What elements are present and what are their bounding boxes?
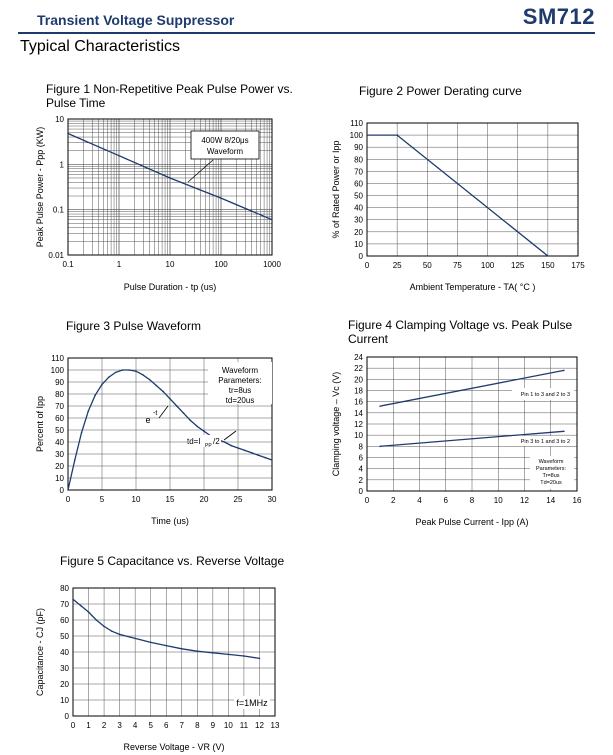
fig3-x-tick: 20 xyxy=(199,495,209,504)
fig5-data-point xyxy=(181,648,183,650)
fig3-annotation-text: Parameters: xyxy=(218,376,262,385)
fig1-data-point xyxy=(169,177,171,179)
fig4-x-label: Peak Pulse Current - Ipp (A) xyxy=(415,517,529,527)
fig5-x-tick: 11 xyxy=(239,721,249,730)
fig5-data-point xyxy=(165,645,167,647)
fig5-x-tick: 7 xyxy=(179,721,184,730)
fig5-data-point xyxy=(88,611,90,613)
fig5-data-point xyxy=(119,634,121,636)
fig5-data-point xyxy=(212,652,214,654)
fig4-x-tick: 16 xyxy=(572,496,582,505)
fig1-y-label: Peak Pulse Power - Ppp (KW) xyxy=(35,126,45,248)
fig4-x-tick: 0 xyxy=(364,496,370,505)
fig2-y-tick: 10 xyxy=(354,239,363,249)
fig5-x-tick: 0 xyxy=(70,721,76,730)
fig3-y-tick: 90 xyxy=(55,378,64,387)
fig5-data-point xyxy=(134,638,136,640)
fig4-annotation-text: Tr=8us xyxy=(542,473,560,479)
fig5-x-tick: 5 xyxy=(148,721,153,730)
fig4-annotation-text: Waveform xyxy=(538,459,564,465)
fig3-y-label: Percent of Ipp xyxy=(35,395,45,453)
fig3-annotation-text: td=20us xyxy=(225,396,255,405)
fig3-title: Figure 3 Pulse Waveform xyxy=(66,319,201,333)
fig5-x-tick: 9 xyxy=(210,721,216,730)
fig3-annotation-text: /2 xyxy=(213,437,220,446)
fig2-data-point xyxy=(547,255,549,257)
fig1-y-tick: 10 xyxy=(55,115,64,124)
fig2-x-tick: 100 xyxy=(480,261,495,270)
fig4-y-tick: 2 xyxy=(358,475,363,485)
fig3-x-tick: 5 xyxy=(99,495,105,504)
fig3-data-point xyxy=(81,432,83,434)
fig1-x-tick: 0.1 xyxy=(62,260,74,269)
fig1-y-tick: 0.01 xyxy=(48,251,64,260)
fig5-y-tick: 70 xyxy=(60,600,69,609)
fig2-y-tick: 0 xyxy=(358,252,363,261)
header-title: Transient Voltage Suppressor xyxy=(37,12,235,28)
fig3-data-point xyxy=(67,489,69,491)
fig5-data-point xyxy=(72,598,74,600)
fig5-data-point xyxy=(150,642,152,644)
fig3-data-point xyxy=(156,385,158,387)
fig4-x-tick: 14 xyxy=(546,496,556,505)
fig3-y-tick: 70 xyxy=(55,402,64,411)
fig5-x-tick: 3 xyxy=(117,721,122,730)
fig5-data-point xyxy=(243,655,245,657)
fig3-annotation-text: td=I xyxy=(187,437,201,446)
fig5-data-point xyxy=(259,658,261,660)
fig3-data-point xyxy=(176,405,178,407)
fig4-annotation-text: Pin 3 to 1 and 3 to 2 xyxy=(520,439,570,445)
fig5-x-tick: 12 xyxy=(255,721,264,730)
fig4-y-label: Clamping voltage – Vc (V) xyxy=(331,371,341,477)
fig2-x-tick: 125 xyxy=(511,261,525,270)
fig2-x-label: Ambient Temperature - TA( °C ) xyxy=(409,282,536,292)
fig3-data-point xyxy=(196,426,198,428)
fig3-y-tick: 60 xyxy=(55,414,64,423)
fig3-y-tick: 0 xyxy=(59,486,64,495)
fig2-plot xyxy=(367,123,578,256)
fig3-y-tick: 110 xyxy=(51,354,64,363)
fig5-x-tick: 6 xyxy=(164,721,169,730)
fig1-x-tick: 1 xyxy=(116,260,122,269)
fig3-data-point xyxy=(122,369,124,371)
fig4-annotation-text: Pin 1 to 3 and 2 to 3 xyxy=(520,392,570,398)
fig3-data-point xyxy=(88,410,90,412)
fig2-x-tick: 25 xyxy=(392,261,402,270)
fig2-y-tick: 70 xyxy=(354,167,363,177)
fig5-y-tick: 0 xyxy=(64,712,69,721)
fig1-title: Figure 1 Non-Repetitive Peak Pulse Power vs. Pulse Time xyxy=(46,82,293,110)
fig2-y-tick: 100 xyxy=(349,131,363,141)
fig5-data-point xyxy=(80,605,82,607)
fig4-y-tick: 0 xyxy=(358,487,363,496)
fig4-annotation-text: Td=20us xyxy=(540,480,562,486)
fig3-x-tick: 25 xyxy=(233,495,243,504)
fig3-x-tick: 15 xyxy=(165,495,175,504)
fig2-data-point xyxy=(396,134,398,136)
fig4-y-tick: 12 xyxy=(354,420,363,429)
fig5-data-point xyxy=(103,626,105,628)
fig3-data-point xyxy=(230,445,232,447)
fig5-y-tick: 30 xyxy=(60,664,69,673)
fig3-data-point xyxy=(190,420,192,422)
section-title: Typical Characteristics xyxy=(20,38,181,55)
fig1-x-label: Pulse Duration - tp (us) xyxy=(123,282,217,292)
fig5-y-tick: 20 xyxy=(60,680,69,689)
fig3-annotation-text: tr=8us xyxy=(228,386,252,395)
fig3-y-tick: 100 xyxy=(50,366,64,375)
fig3-y-tick: 10 xyxy=(55,474,64,483)
fig5-annotation-text: f=1MHz xyxy=(236,698,268,708)
fig3-y-tick: 30 xyxy=(55,450,64,459)
fig1-data-point xyxy=(118,155,120,157)
fig5-data-point xyxy=(96,619,98,621)
fig2-y-tick: 20 xyxy=(354,227,363,237)
fig3-data-point xyxy=(135,370,137,372)
fig5-data-point xyxy=(111,630,113,632)
fig2-y-tick: 60 xyxy=(354,179,363,189)
fig3-data-point xyxy=(128,369,130,371)
fig4-data-point xyxy=(379,405,381,407)
fig4-x-tick: 12 xyxy=(520,496,529,505)
fig3-data-point xyxy=(203,430,205,432)
fig4-x-tick: 4 xyxy=(417,496,422,505)
fig3-x-label: Time (us) xyxy=(151,516,189,526)
fig5-x-tick: 1 xyxy=(86,721,91,730)
fig5-y-tick: 40 xyxy=(60,648,69,657)
fig5-x-tick: 13 xyxy=(270,721,280,730)
fig3-annotation-text: PP xyxy=(205,443,212,449)
fig3-data-point xyxy=(162,391,164,393)
fig4-data-point xyxy=(563,430,565,432)
fig5-data-point xyxy=(197,650,199,652)
fig4-x-tick: 2 xyxy=(391,496,396,505)
fig2-title: Figure 2 Power Derating curve xyxy=(359,84,522,98)
fig3-data-point xyxy=(115,372,117,374)
fig4-y-tick: 14 xyxy=(354,408,363,418)
fig3-y-tick: 20 xyxy=(55,462,64,471)
fig4-y-tick: 4 xyxy=(358,464,363,474)
fig1-y-tick: 1 xyxy=(59,160,64,170)
fig3-y-tick: 50 xyxy=(55,426,64,435)
fig3-data-point xyxy=(142,374,144,376)
fig5-y-tick: 80 xyxy=(60,584,69,593)
fig5-y-tick: 50 xyxy=(60,632,69,641)
fig3-annotation-text: -t xyxy=(153,410,158,417)
fig4-y-tick: 22 xyxy=(354,364,363,374)
fig5-x-tick: 10 xyxy=(223,721,233,730)
fig1-x-tick: 100 xyxy=(214,260,228,269)
fig4-y-tick: 6 xyxy=(358,453,363,463)
fig3-data-point xyxy=(251,452,253,454)
fig3-data-point xyxy=(258,454,260,456)
fig1-y-tick: 0.1 xyxy=(52,205,64,215)
fig2-y-tick: 90 xyxy=(354,143,363,153)
fig2-x-tick: 75 xyxy=(452,261,462,270)
fig4-annotation-text: Parameters: xyxy=(536,466,566,472)
fig4-y-tick: 8 xyxy=(358,442,363,452)
fig3-annotation-arrow xyxy=(224,431,236,440)
fig1-data-point xyxy=(67,133,69,135)
fig3-data-point xyxy=(169,398,171,400)
fig3-data-point xyxy=(224,441,226,443)
part-number: SM712 xyxy=(522,4,595,29)
fig4-x-tick: 8 xyxy=(469,496,475,505)
fig3-data-point xyxy=(74,459,76,461)
fig3-data-point xyxy=(237,447,239,449)
fig4-title: Figure 4 Clamping Voltage vs. Peak Pulse Current xyxy=(348,318,573,346)
fig3-annotation-text: e xyxy=(145,415,151,425)
fig4-y-tick: 10 xyxy=(354,431,363,441)
fig1-x-tick: 1000 xyxy=(263,260,281,269)
fig3-data-point xyxy=(183,412,185,414)
fig3-data-point xyxy=(149,379,151,381)
fig4-y-tick: 20 xyxy=(354,375,363,385)
fig2-x-tick: 0 xyxy=(364,261,370,270)
fig3-y-tick: 40 xyxy=(55,438,64,447)
fig4-y-tick: 24 xyxy=(354,353,363,362)
fig3-data-point xyxy=(271,459,273,461)
fig1-annotation-text: Waveform xyxy=(206,147,244,156)
fig5-title: Figure 5 Capacitance vs. Reverse Voltage xyxy=(60,554,285,568)
fig2-x-tick: 150 xyxy=(541,261,555,270)
fig2-y-tick: 80 xyxy=(354,155,363,165)
fig3-annotation-arrow xyxy=(159,406,168,418)
fig2-x-tick: 175 xyxy=(571,261,585,270)
fig1-data-point xyxy=(271,219,273,221)
fig3-x-tick: 30 xyxy=(267,495,277,504)
fig5-y-tick: 60 xyxy=(60,616,69,625)
fig3-y-tick: 80 xyxy=(55,390,64,399)
fig2-x-tick: 50 xyxy=(422,261,432,270)
fig5-x-tick: 2 xyxy=(101,721,107,730)
fig3-x-tick: 10 xyxy=(131,495,141,504)
fig1-data-point xyxy=(220,197,222,199)
fig5-x-tick: 8 xyxy=(195,721,200,730)
fig2-y-tick: 50 xyxy=(354,191,363,201)
fig1-x-tick: 10 xyxy=(165,260,175,269)
fig3-data-point xyxy=(101,384,103,386)
fig3-data-point xyxy=(264,457,266,459)
fig4-data-point xyxy=(563,370,565,372)
fig4-x-tick: 10 xyxy=(493,496,503,505)
fig4-data-point xyxy=(379,446,381,448)
fig5-data-point xyxy=(228,654,230,656)
fig3-x-tick: 0 xyxy=(65,495,71,504)
fig3-data-point xyxy=(244,450,246,452)
fig4-y-tick: 16 xyxy=(354,397,363,407)
fig3-annotation-text: Waveform xyxy=(221,366,259,375)
fig2-y-tick: 30 xyxy=(354,215,363,225)
fig4-x-tick: 6 xyxy=(443,496,448,505)
fig5-x-tick: 4 xyxy=(132,721,138,730)
fig2-frame xyxy=(367,123,578,256)
fig5-y-label: Capacitance - CJ (pF) xyxy=(35,607,45,697)
fig1-annotation-text: 400W 8/20μs xyxy=(201,136,249,145)
fig2-data-point xyxy=(366,134,368,136)
fig3-data-point xyxy=(94,394,96,396)
fig3-data-point xyxy=(108,376,110,378)
fig4-y-tick: 18 xyxy=(354,386,363,396)
fig5-x-label: Reverse Voltage - VR (V) xyxy=(123,742,225,752)
fig2-y-tick: 40 xyxy=(354,203,363,213)
fig2-y-tick: 110 xyxy=(350,119,363,128)
fig2-y-label: % of Rated Power or Ipp xyxy=(331,140,341,239)
fig5-y-tick: 10 xyxy=(60,696,69,705)
